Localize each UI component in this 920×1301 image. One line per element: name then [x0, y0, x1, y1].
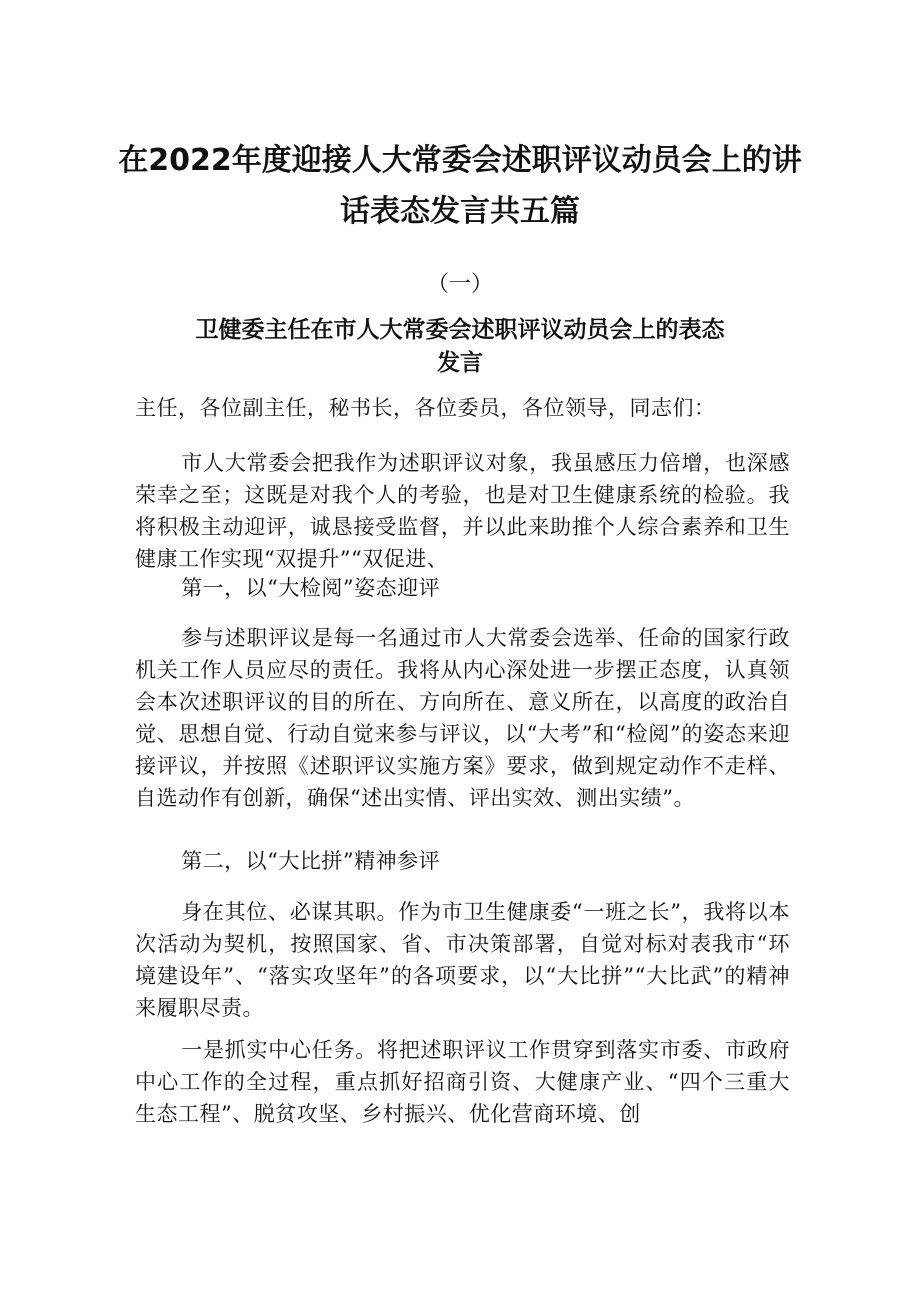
section-title-line-1: 卫健委主任在市人大常委会述职评议动员会上的表态 [195, 317, 725, 343]
paragraph-intro: 市人大常委会把我作为述职评议对象，我虽感压力倍增，也深感荣幸之至；这既是对我个人的考验，也是对卫生健康系统的检验。我将积极主动迎评，诚恳接受监督，并以此来助推个人综合素养和卫生健康工作实现“双提升”“双促进、 [135, 451, 790, 571]
document-title-line-2: 话表态发言共五篇 [340, 194, 580, 229]
paragraph-second: 身在其位、必谋其职。作为市卫生健康委“一班之长”，我将以本次活动为契机，按照国家、省、市决策部署，自觉对标对表我市“环境建设年”、“落实攻坚年”的各项要求，以“大比拼”“大比武”的精神来履职尽责。 [135, 900, 790, 1020]
paragraph-first: 参与述职评议是每一名通过市人大常委会选举、任命的国家行政机关工作人员应尽的责任。我将从内心深处进一步摆正态度，认真领会本次述职评议的目的所在、方向所在、意义所在，以高度的政治自觉、思想自觉、行动自觉来参与评议，以“大考”和“检阅”的姿态来迎接评议，并按照《述职评议实施方案》要求，做到规定动作不走样、自选动作有创新，确保“述出实情、评出实效、测出实绩”。 [135, 626, 790, 810]
heading-first: 第一，以“大检阅”姿态迎评 [181, 576, 441, 600]
document-title-line-1: 在2022年度迎接人大常委会述职评议动员会上的讲 [118, 143, 802, 178]
heading-second: 第二，以“大比拼”精神参评 [181, 849, 441, 873]
paragraph-task-one: 一是抓实中心任务。将把述职评议工作贯穿到落实市委、市政府中心工作的全过程，重点抓好招商引资、大健康产业、“四个三重大生态工程”、脱贫攻坚、乡村振兴、优化营商环境、创 [135, 1038, 790, 1126]
salutation: 主任，各位副主任，秘书长，各位委员，各位领导，同志们： [135, 396, 716, 420]
section-number: （一） [426, 272, 493, 297]
section-title-line-2: 发言 [437, 350, 483, 376]
